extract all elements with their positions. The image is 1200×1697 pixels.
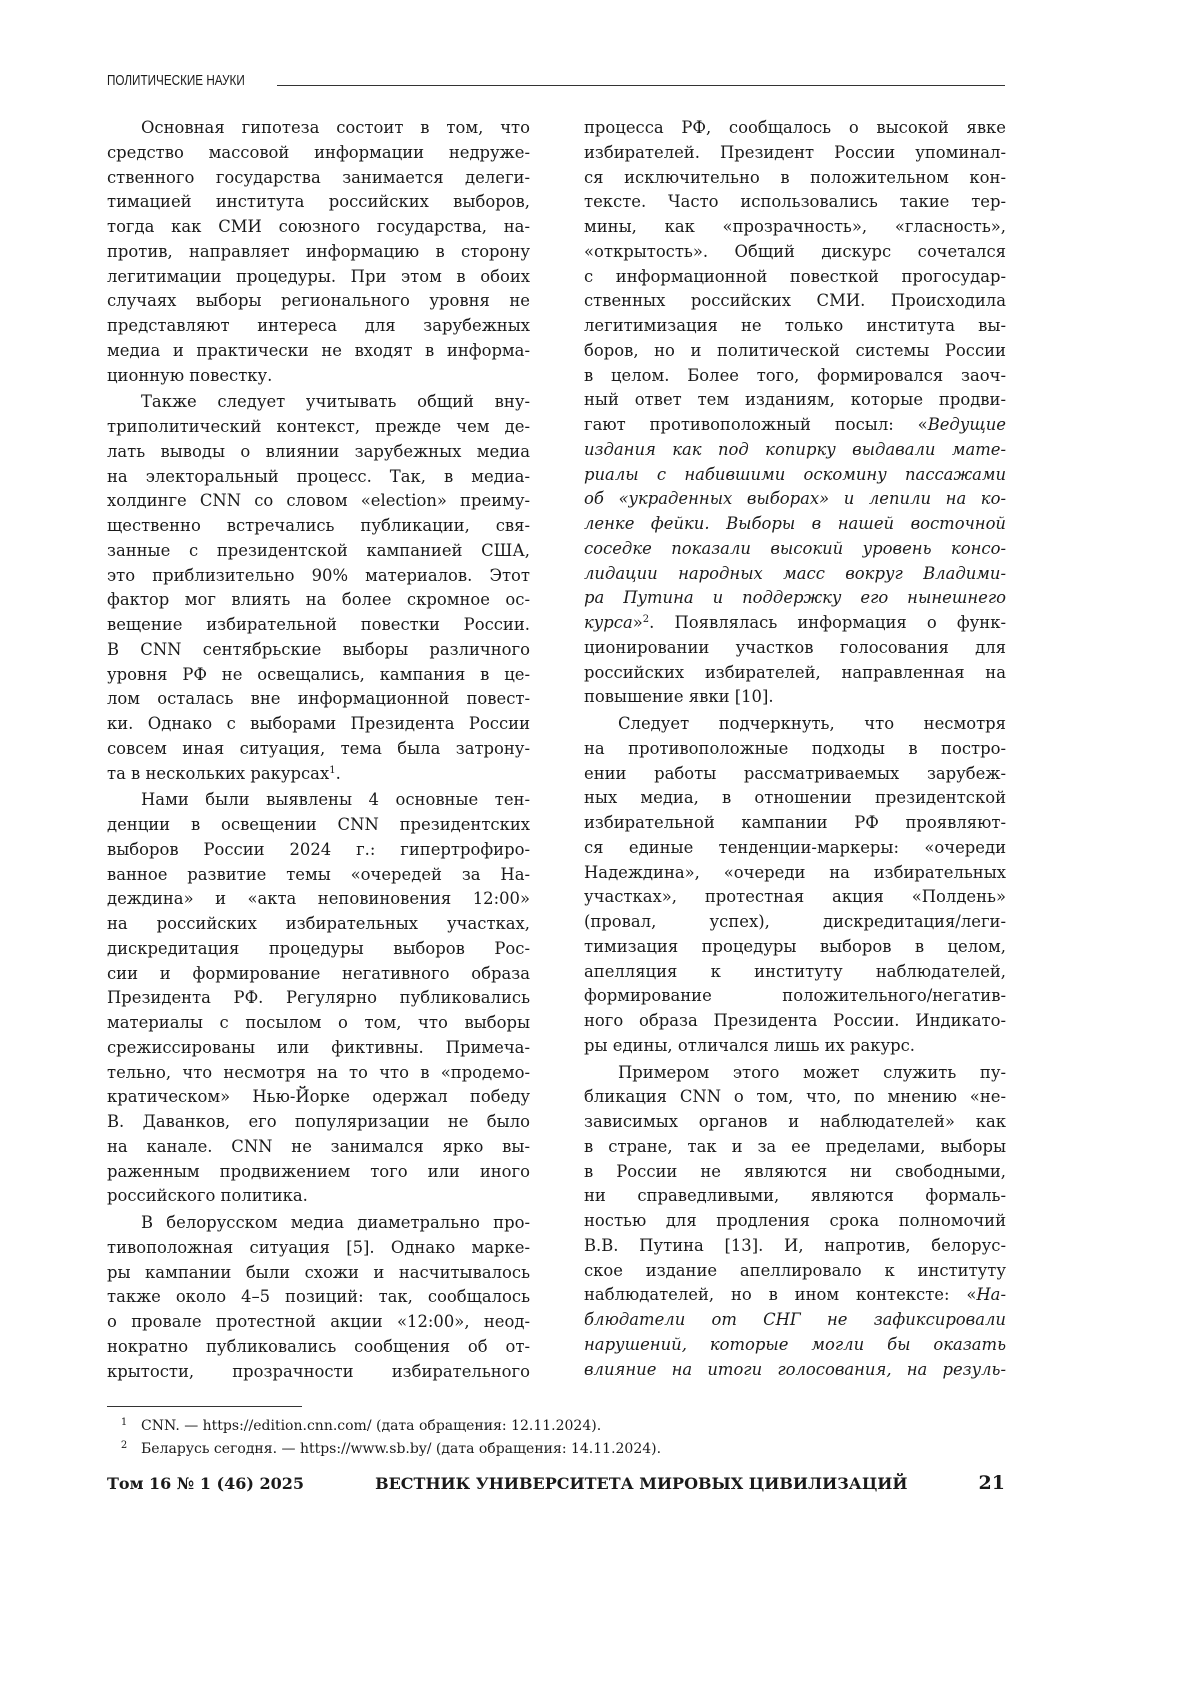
quote-italic: курса (584, 613, 633, 632)
text-run: ся единые тенденции-маркеры: «очереди (584, 838, 1006, 857)
text-line (107, 240, 530, 265)
text-run: ный ответ тем изданиям, которые продви- (584, 390, 1006, 409)
text-run: . Появлялась информация о функ- (649, 613, 1006, 632)
text-run: Примером этого может служить пу- (618, 1063, 1006, 1082)
text-run: легитимизация не только института вы- (584, 316, 1006, 335)
text-line (584, 712, 1006, 737)
text-line (107, 564, 530, 589)
text-run: ении работы рассматриваемых зарубеж- (584, 764, 1006, 783)
text-run: процесса РФ, сообщалось о высокой явке (584, 118, 1006, 137)
text-line (107, 1011, 530, 1036)
text-line (107, 863, 530, 888)
text-line (584, 786, 1006, 811)
text-run: с информационной повесткой прогосудар- (584, 267, 1006, 286)
text-line (107, 712, 530, 737)
text-run: в целом. Более того, формировался заоч- (584, 366, 1006, 385)
text-run: представляют интереса для зарубежных (107, 316, 530, 335)
text-run: избирательной кампании РФ проявляют- (584, 813, 1006, 832)
text-run: легитимации процедуры. При этом в обоих (107, 267, 530, 286)
text-line (107, 440, 530, 465)
text-line (584, 116, 1006, 141)
text-run: ционную повестку. (107, 366, 272, 385)
text-run: Надеждина», «очереди на избирательных (584, 863, 1006, 882)
text-run: материалы с посылом о том, что выборы (107, 1013, 530, 1032)
text-run: в стране, так и за ее пределами, выборы (584, 1137, 1006, 1156)
text-run: триполитический контекст, прежде чем де- (107, 417, 530, 436)
text-line (584, 265, 1006, 290)
quote-italic: соседке показали высокий уровень консо- (584, 539, 1006, 558)
text-line (107, 1335, 530, 1360)
text-run: ры едины, отличался лишь их ракурс. (584, 1036, 915, 1055)
text-run: Нами были выявлены 4 основные тен- (141, 790, 530, 809)
text-line (584, 512, 1006, 537)
text-line (584, 1234, 1006, 1259)
text-line (584, 438, 1006, 463)
footnote-number: 1 (107, 1411, 141, 1434)
paragraph (107, 116, 530, 388)
text-line (107, 489, 530, 514)
text-run: тимизация процедуры выборов в целом, (584, 937, 1006, 956)
footnote-divider (107, 1406, 302, 1407)
text-run: формирование положительного/негатив- (584, 986, 1006, 1005)
paragraph (107, 1211, 530, 1384)
text-run: срежиссированы или фиктивны. Примеча- (107, 1038, 530, 1057)
text-run: «открытость». Общий дискурс сочетался (584, 242, 1006, 261)
text-line (584, 289, 1006, 314)
text-line (107, 1085, 530, 1110)
text-line (584, 1333, 1006, 1358)
issue-info: Том 16 № 1 (46) 2025 (107, 1474, 304, 1493)
paragraph (584, 116, 1006, 710)
text-line (584, 1358, 1006, 1383)
text-line (584, 935, 1006, 960)
text-line (584, 885, 1006, 910)
text-run: дискредитация процедуры выборов Рос- (107, 939, 530, 958)
text-run: . (336, 764, 341, 783)
right-column (584, 116, 1006, 1384)
text-run: о провале протестной акции «12:00», неод- (107, 1312, 530, 1331)
text-line (584, 1009, 1006, 1034)
text-run: на канале. CNN не занимался ярко вы- (107, 1137, 530, 1156)
text-line (107, 962, 530, 987)
text-line (107, 1110, 530, 1135)
text-line (107, 390, 530, 415)
text-run: российских избирателей, направленная на (584, 663, 1006, 682)
text-run: (провал, успех), дискредитация/леги- (584, 912, 1006, 931)
text-line (584, 388, 1006, 413)
text-run: против, направляет информацию в сторону (107, 242, 530, 261)
text-run: ного образа Президента России. Индикато- (584, 1011, 1006, 1030)
text-line (107, 937, 530, 962)
text-line (584, 314, 1006, 339)
text-line (584, 413, 1006, 438)
text-run: гают противоположный посыл: « (584, 415, 928, 434)
quote-italic: нарушений, которые могли бы оказать (584, 1335, 1006, 1354)
text-run: российского политика. (107, 1186, 308, 1205)
text-line (107, 265, 530, 290)
text-run: на российских избирательных участках, (107, 914, 530, 933)
header-rule (277, 85, 1005, 86)
text-line (584, 339, 1006, 364)
footnote-1 (107, 1411, 661, 1434)
text-line (107, 1061, 530, 1086)
text-line (107, 1036, 530, 1061)
text-line (584, 762, 1006, 787)
text-line (584, 1160, 1006, 1185)
text-line (584, 1283, 1006, 1308)
text-line (584, 586, 1006, 611)
text-line (107, 514, 530, 539)
text-run: тогда как СМИ союзного государства, на- (107, 217, 530, 236)
text-line (584, 1061, 1006, 1086)
quote-italic: лидации народных масс вокруг Владими- (584, 564, 1006, 583)
text-run: В.В. Путина [13]. И, напротив, белорус- (584, 1236, 1006, 1255)
quote-italic: влияние на итоги голосования, на резуль- (584, 1360, 1006, 1379)
text-run: избирателей. Президент России упоминал- (584, 143, 1006, 162)
text-run: мины, как «прозрачность», «гласность», (584, 217, 1006, 236)
text-line (107, 1211, 530, 1236)
text-line (107, 364, 530, 389)
footnote-ref: 1 (329, 765, 335, 776)
text-line (107, 788, 530, 813)
text-run: В CNN сентябрьские выборы различного (107, 640, 530, 659)
text-run: деждина» и «акта неповиновения 12:00» (107, 889, 530, 908)
text-run: на противоположные подходы в постро- (584, 739, 1006, 758)
text-run: ское издание апеллировало к институту (584, 1261, 1006, 1280)
text-line (584, 1110, 1006, 1135)
text-run: денции в освещении CNN президентских (107, 815, 530, 834)
text-run: ственных российских СМИ. Происходила (584, 291, 1006, 310)
text-line (584, 910, 1006, 935)
quote-italic: Ведущие (928, 415, 1006, 434)
text-line (584, 836, 1006, 861)
text-run: это приблизительно 90% материалов. Этот (107, 566, 530, 585)
text-run: ни справедливыми, являются формаль- (584, 1186, 1006, 1205)
text-line (107, 912, 530, 937)
text-line (107, 166, 530, 191)
paragraph (107, 788, 530, 1209)
text-run: кратическом» Нью-Йорке одержал победу (107, 1087, 530, 1106)
text-line (584, 166, 1006, 191)
text-line (107, 687, 530, 712)
quote-italic: ленке фейки. Выборы в нашей восточной (584, 514, 1006, 533)
footnote-ref: 2 (643, 614, 649, 625)
quote-italic: ра Путина и поддержку его нынешнего (584, 588, 1006, 607)
text-line (107, 314, 530, 339)
text-run: тексте. Часто использовались такие тер- (584, 192, 1006, 211)
text-run: уровня РФ не освещались, кампания в це- (107, 665, 530, 684)
text-run: апелляция к институту наблюдателей, (584, 962, 1006, 981)
text-run: зависимых органов и наблюдателей» как (584, 1112, 1006, 1131)
text-run: Президента РФ. Регулярно публиковались (107, 988, 530, 1007)
text-line (107, 1236, 530, 1261)
footnotes (107, 1411, 661, 1457)
text-line (107, 613, 530, 638)
text-line (107, 190, 530, 215)
text-run: наблюдателей, но в ином контексте: « (584, 1285, 976, 1304)
text-line (584, 190, 1006, 215)
text-line (107, 887, 530, 912)
text-line (584, 737, 1006, 762)
text-line (584, 960, 1006, 985)
text-line (107, 141, 530, 166)
text-line (107, 838, 530, 863)
text-line (584, 661, 1006, 686)
text-run: сии и формирование негативного образа (107, 964, 530, 983)
text-line (584, 1085, 1006, 1110)
section-title: ПОЛИТИЧЕСКИЕ НАУКИ (107, 72, 240, 89)
text-run: лать выводы о влиянии зарубежных медиа (107, 442, 530, 461)
text-line (584, 364, 1006, 389)
text-run: щественно встречались публикации, свя- (107, 516, 530, 535)
text-line (584, 1259, 1006, 1284)
text-line (584, 141, 1006, 166)
footnote-text: CNN. — https://edition.cnn.com/ (дата обращения: 12.11.2024). (141, 1418, 601, 1434)
text-run: в России не являются ни свободными, (584, 1162, 1006, 1181)
text-run: медиа и практически не входят в информа- (107, 341, 530, 360)
paragraph (584, 1061, 1006, 1383)
text-run: совсем иная ситуация, тема была затрону- (107, 739, 530, 758)
text-run: на электоральный процесс. Так, в медиа- (107, 467, 530, 486)
text-run: нократно публиковались сообщения об от- (107, 1337, 530, 1356)
text-line (107, 339, 530, 364)
text-line (107, 813, 530, 838)
text-line (107, 1160, 530, 1185)
text-run: боров, но и политической системы России (584, 341, 1006, 360)
text-run: В белорусском медиа диаметрально про- (141, 1213, 530, 1232)
text-line (107, 588, 530, 613)
text-run: вещение избирательной повестки России. (107, 615, 530, 634)
text-run: случаях выборы регионального уровня не (107, 291, 530, 310)
footnote-text: Беларусь сегодня. — https://www.sb.by/ (дата обращения: 14.11.2024). (141, 1441, 661, 1457)
text-run: Также следует учитывать общий вну- (141, 392, 530, 411)
paragraph (584, 712, 1006, 1059)
text-line (107, 1135, 530, 1160)
text-line (584, 984, 1006, 1009)
text-run: участках», протестная акция «Полдень» (584, 887, 1006, 906)
text-run: ванное развитие темы «очередей за На- (107, 865, 530, 884)
text-line (584, 562, 1006, 587)
text-run: выборов России 2024 г.: гипертрофиро- (107, 840, 530, 859)
text-line (584, 685, 1006, 710)
text-run: бликация CNN о том, что, по мнению «не- (584, 1087, 1006, 1106)
text-run: средство массовой информации недруже- (107, 143, 530, 162)
text-line (584, 611, 1006, 636)
text-line (107, 663, 530, 688)
text-run: холдинге CNN со словом «election» преиму- (107, 491, 530, 510)
text-run: Основная гипотеза состоит в том, что (141, 118, 530, 137)
text-run: та в нескольких ракурсах (107, 764, 329, 783)
text-line (584, 636, 1006, 661)
text-line (107, 465, 530, 490)
text-line (584, 463, 1006, 488)
text-line (584, 861, 1006, 886)
text-line (584, 811, 1006, 836)
quote-italic: издания как под копирку выдавали мате- (584, 440, 1006, 459)
text-run: лом осталась вне информационной повест- (107, 689, 530, 708)
text-line (107, 1285, 530, 1310)
left-column (107, 116, 530, 1386)
text-line (107, 986, 530, 1011)
text-run: ся исключительно в положительном кон- (584, 168, 1006, 187)
text-line (107, 116, 530, 141)
text-line (584, 1184, 1006, 1209)
quote-italic: блюдатели от СНГ не зафиксировали (584, 1310, 1006, 1329)
text-line (584, 1209, 1006, 1234)
text-run: также около 4–5 позиций: так, сообщалось (107, 1287, 530, 1306)
text-run: фактор мог влиять на более скромное ос- (107, 590, 530, 609)
text-line (107, 1261, 530, 1286)
quote-italic: об «украденных выборах» и лепили на ко- (584, 489, 1006, 508)
text-run: Следует подчеркнуть, что несмотря (618, 714, 1006, 733)
text-line (107, 762, 530, 787)
text-line (107, 289, 530, 314)
text-line (107, 1360, 530, 1385)
text-line (584, 537, 1006, 562)
text-line (584, 487, 1006, 512)
text-run: ностью для продления срока полномочий (584, 1211, 1006, 1230)
footnote-number: 2 (107, 1434, 141, 1457)
text-line (584, 215, 1006, 240)
text-run: тимацией института российских выборов, (107, 192, 530, 211)
text-run: В. Даванков, его популяризации не было (107, 1112, 530, 1131)
page-number: 21 (979, 1472, 1005, 1494)
text-run: занные с президентской кампанией США, (107, 541, 530, 560)
text-run: ры кампании были схожи и насчитывалось (107, 1263, 530, 1282)
text-line (584, 240, 1006, 265)
text-line (107, 638, 530, 663)
text-run: ственного государства занимается делеги- (107, 168, 530, 187)
text-line (584, 1034, 1006, 1059)
text-run: крытости, прозрачности избирательного (107, 1362, 530, 1381)
text-run: ных медиа, в отношении президентской (584, 788, 1006, 807)
footnote-2 (107, 1434, 661, 1457)
text-line (584, 1308, 1006, 1333)
text-run: тельно, что несмотря на то что в «продемо- (107, 1063, 530, 1082)
running-header (107, 72, 1005, 89)
text-line (107, 737, 530, 762)
text-line (107, 215, 530, 240)
journal-title: ВЕСТНИК УНИВЕРСИТЕТА МИРОВЫХ ЦИВИЛИЗАЦИЙ (375, 1474, 907, 1493)
text-line (107, 1310, 530, 1335)
page-footer (107, 1472, 1005, 1494)
paragraph (107, 390, 530, 786)
text-line (107, 539, 530, 564)
quote-italic: На- (976, 1285, 1006, 1304)
text-run: раженным продвижением того или иного (107, 1162, 530, 1181)
text-run: повышение явки [10]. (584, 687, 774, 706)
text-run: ки. Однако с выборами Президента России (107, 714, 530, 733)
text-run: ционировании участков голосования для (584, 638, 1006, 657)
text-line (107, 1184, 530, 1209)
text-run: » (633, 613, 643, 632)
text-run: тивоположная ситуация [5]. Однако марке- (107, 1238, 530, 1257)
text-line (107, 415, 530, 440)
text-line (584, 1135, 1006, 1160)
quote-italic: риалы с набившими оскомину пассажами (584, 465, 1006, 484)
